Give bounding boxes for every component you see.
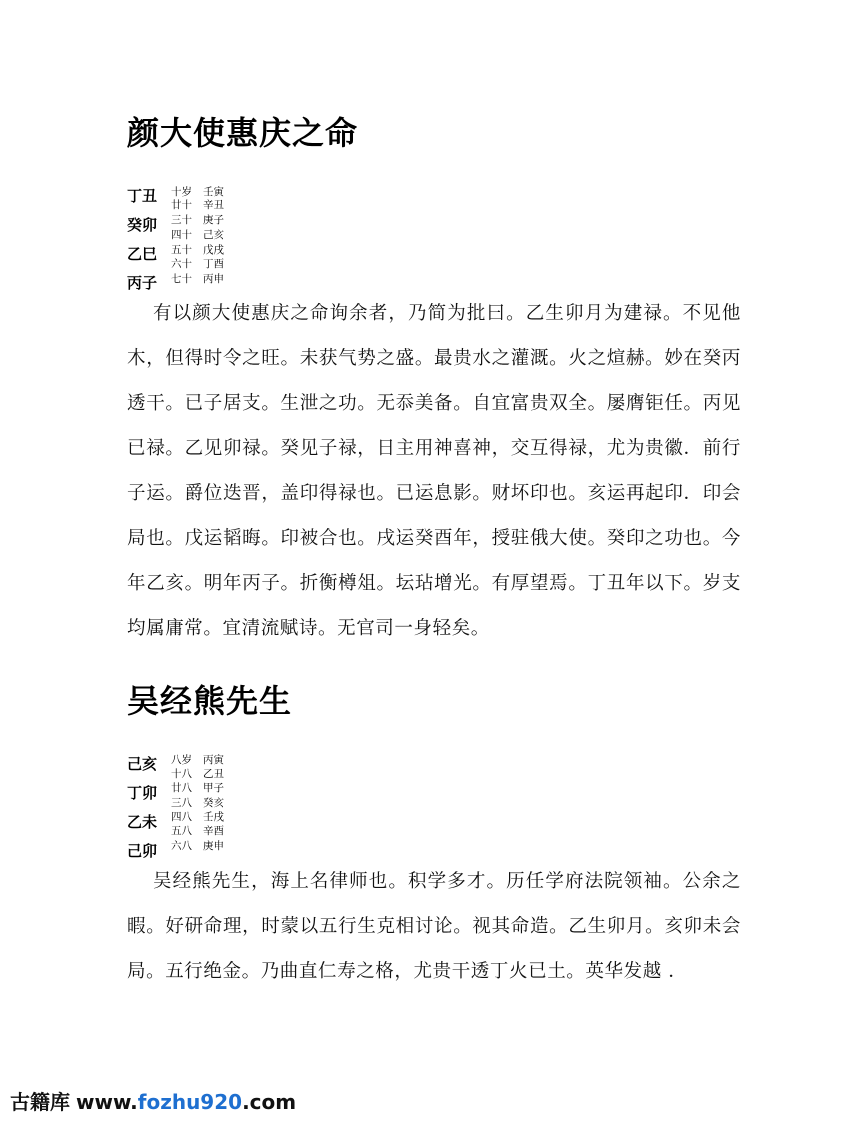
luck-ganzhi: 丙寅 xyxy=(203,754,224,766)
luck-cycle-row xyxy=(171,811,224,824)
hour-pillar: 丙子 xyxy=(127,274,158,292)
luck-age: 三十 xyxy=(171,214,192,226)
year-pillar: 己亥 xyxy=(127,755,158,773)
luck-cycle-row xyxy=(171,229,224,242)
luck-age: 十岁 xyxy=(171,186,192,198)
site-watermark xyxy=(10,1086,296,1115)
watermark-url-suffix: .com xyxy=(242,1090,297,1114)
luck-ganzhi: 庚子 xyxy=(203,214,224,226)
luck-ganzhi: 丁酉 xyxy=(203,258,224,270)
section-title: 颜大使惠庆之命 xyxy=(127,114,359,152)
luck-ganzhi: 甲子 xyxy=(203,782,224,794)
luck-cycle-row xyxy=(171,782,224,795)
luck-cycle-row xyxy=(171,199,224,212)
luck-cycle-row xyxy=(171,754,224,767)
watermark-url[interactable] xyxy=(76,1090,296,1114)
luck-cycle-row xyxy=(171,244,224,257)
section-title: 吴经熊先生 xyxy=(127,682,293,720)
luck-ganzhi: 辛丑 xyxy=(203,199,224,211)
section-paragraph: 有以颜大使惠庆之命询余者，乃简为批曰。乙生卯月为建禄。不见他木，但得时令之旺。未获气势之盛。最贵水之灌溉。火之煊赫。妙在癸丙透干。已子居支。生泄之功。无忝美备。自宜富贵双全。屡膺钜任。丙见已禄。乙见卯禄。癸见子禄，日主用神喜神，交互得禄，尤为贵徽．前行子运。爵位迭晋，盖印得禄也。已运息影。财坏印也。亥运再起印．印会局也。戊运韬晦。印被合也。戌运癸酉年，授驻俄大使。癸印之功也。今年乙亥。明年丙子。折衡樽俎。坛玷增光。有厚望焉。丁丑年以下。岁支均属庸常。宜清流赋诗。无官司一身轻矣。 xyxy=(127,303,741,639)
luck-age: 七十 xyxy=(171,273,192,285)
luck-cycle-row xyxy=(171,825,224,838)
luck-ganzhi: 庚申 xyxy=(203,840,224,852)
luck-age: 四八 xyxy=(171,811,192,823)
hour-pillar: 己卯 xyxy=(127,842,158,860)
luck-age: 五十 xyxy=(171,244,192,256)
watermark-url-accent: fozhu920 xyxy=(137,1090,243,1114)
luck-age: 六十 xyxy=(171,258,192,270)
luck-age: 五八 xyxy=(171,825,192,837)
watermark-url-prefix: www. xyxy=(76,1090,138,1114)
luck-age: 三八 xyxy=(171,797,192,809)
luck-cycle-row xyxy=(171,273,224,286)
watermark-site-name: 古籍库 xyxy=(10,1090,70,1114)
luck-cycle-row xyxy=(171,840,224,853)
luck-ganzhi: 癸亥 xyxy=(203,797,224,809)
luck-ganzhi: 壬寅 xyxy=(203,186,224,198)
luck-cycle-row xyxy=(171,797,224,810)
luck-age: 十八 xyxy=(171,768,192,780)
luck-ganzhi: 戊戌 xyxy=(203,244,224,256)
luck-ganzhi: 壬戌 xyxy=(203,811,224,823)
luck-cycle-row xyxy=(171,258,224,271)
luck-age: 六八 xyxy=(171,840,192,852)
luck-age: 八岁 xyxy=(171,754,192,766)
luck-cycle-row xyxy=(171,186,224,199)
day-pillar: 乙未 xyxy=(127,813,158,831)
month-pillar: 癸卯 xyxy=(127,216,158,234)
section-paragraph: 吴经熊先生，海上名律师也。积学多才。历任学府法院领袖。公余之暇。好研命理，时蒙以五行生克相讨论。视其命造。乙生卯月。亥卯未会局。五行绝金。乃曲直仁寿之格，尤贵干透丁火已土。英华发越 ． xyxy=(127,871,741,982)
luck-age: 廿八 xyxy=(171,782,192,794)
luck-age: 廿十 xyxy=(171,199,192,211)
year-pillar: 丁丑 xyxy=(127,187,158,205)
luck-ganzhi: 乙丑 xyxy=(203,768,224,780)
month-pillar: 丁卯 xyxy=(127,784,158,802)
luck-cycle-row xyxy=(171,214,224,227)
luck-cycle-row xyxy=(171,768,224,781)
day-pillar: 乙巳 xyxy=(127,245,158,263)
luck-ganzhi: 辛酉 xyxy=(203,825,224,837)
luck-age: 四十 xyxy=(171,229,192,241)
luck-ganzhi: 己亥 xyxy=(203,229,224,241)
luck-ganzhi: 丙申 xyxy=(203,273,224,285)
